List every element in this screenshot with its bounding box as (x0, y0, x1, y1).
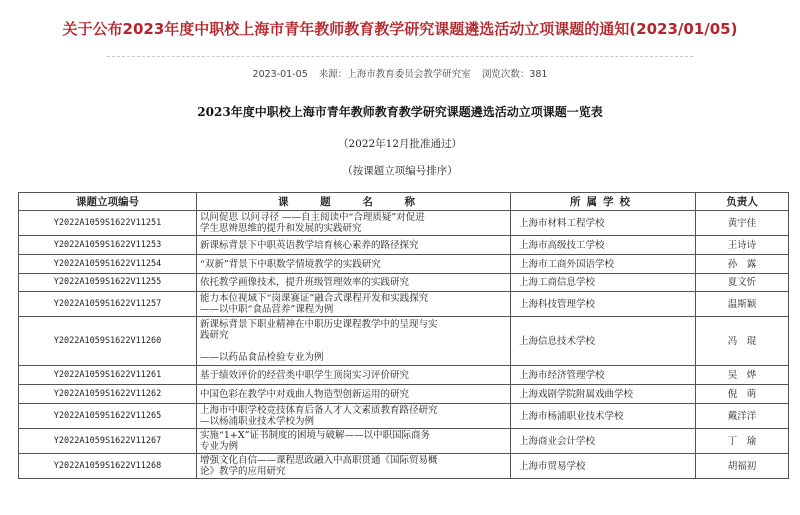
table-row (19, 255, 789, 274)
cell-topic (197, 429, 511, 454)
header-code: 课题立项编号 (19, 193, 197, 211)
topic-line: 专业为例 (200, 441, 239, 452)
cell-school: 上海市经济管理学校 (511, 366, 696, 385)
publish-date: 2023-01-05 (252, 69, 308, 80)
topic-line: 论》教学的应用研究 (200, 466, 286, 477)
approval-note: （2022年12月批准通过） (337, 138, 463, 150)
cell-code: Y2022A1059S1622V11255 (19, 274, 197, 292)
cell-lead: 戴洋洋 (696, 404, 789, 429)
cell-school: 上海市工商外国语学校 (511, 255, 696, 274)
cell-lead: 孙 露 (696, 255, 789, 274)
cell-code: Y2022A1059S1622V11261 (19, 366, 197, 385)
topic-line: 以问促思 以问寻径 ——自主阅读中“合理质疑”对促进 (200, 212, 425, 223)
topic-line: 能力本位视域下“岗课赛证”融合式课程开发和实践探究 (200, 293, 429, 304)
table-row (19, 274, 789, 292)
table-row (19, 366, 789, 385)
cell-lead: 丁 瑜 (696, 429, 789, 454)
cell-code: Y2022A1059S1622V11265 (19, 404, 197, 429)
table-row (19, 404, 789, 429)
cell-school: 上海信息技术学校 (511, 317, 696, 366)
cell-lead: 胡福初 (696, 454, 789, 479)
table-row (19, 292, 789, 317)
topic-line: ——以中职“食品营养”课程为例 (200, 304, 334, 315)
cell-code: Y2022A1059S1622V11251 (19, 211, 197, 236)
cell-code: Y2022A1059S1622V11268 (19, 454, 197, 479)
cell-lead: 王诗诗 (696, 236, 789, 255)
topic-line: 学生思辨思维的提升和发展的实践研究 (200, 223, 362, 234)
cell-lead: 吴 烨 (696, 366, 789, 385)
cell-school: 上海工商信息学校 (511, 274, 696, 292)
view-count: 浏览次数：381 (481, 69, 548, 80)
cell-code: Y2022A1059S1622V11253 (19, 236, 197, 255)
table-header-row (19, 193, 789, 211)
project-table (18, 192, 789, 479)
cell-lead: 倪 萌 (696, 385, 789, 404)
header-topic: 课 题 名 称 (197, 193, 511, 211)
topic-line: 实施“1+X”证书制度的困境与破解——以中职国际商务 (200, 430, 430, 441)
cell-topic (197, 404, 511, 429)
header-school: 所属学校 (511, 193, 696, 211)
article-meta (0, 66, 800, 80)
cell-topic (197, 385, 511, 404)
cell-school: 上海市高级技工学校 (511, 236, 696, 255)
table-row (19, 317, 789, 366)
topic-line: 新课标背景下中职英语教学培育核心素养的路径探究 (200, 239, 419, 251)
order-note: （按课题立项编号排序） (342, 165, 458, 177)
topic-line: 上海市中职学校竞技体育后备人才人文素质教育路径研究 (200, 405, 438, 416)
topic-line: 增强文化自信——课程思政融入中高职贯通《国际贸易概 (200, 455, 438, 466)
cell-school: 上海科技管理学校 (511, 292, 696, 317)
topic-line: 中国色彩在教学中对戏曲人物造型创新运用的研究 (200, 388, 410, 400)
cell-topic (197, 366, 511, 385)
source-label: 来源：上海市教育委员会教学研究室 (318, 69, 471, 80)
cell-code: Y2022A1059S1622V11257 (19, 292, 197, 317)
cell-school: 上海市材料工程学校 (511, 211, 696, 236)
cell-school: 上海商业会计学校 (511, 429, 696, 454)
cell-lead: 黄宇佳 (696, 211, 789, 236)
cell-topic (197, 274, 511, 292)
cell-code: Y2022A1059S1622V11267 (19, 429, 197, 454)
cell-topic (197, 255, 511, 274)
cell-topic (197, 236, 511, 255)
topic-line: 基于绩效评价的经营类中职学生顶岗实习评价研究 (200, 369, 410, 381)
table-body (19, 211, 789, 479)
cell-topic (197, 454, 511, 479)
topic-line: “双新”背景下中职数学情境教学的实践研究 (200, 258, 381, 270)
topic-line: 依托教学画像技术，提升班级管理效率的实践研究 (200, 277, 410, 288)
topic-line: ——以药品食品检验专业为例 (200, 352, 324, 363)
cell-topic (197, 292, 511, 317)
table-row (19, 236, 789, 255)
topic-line: —以杨浦职业技术学校为例 (200, 416, 315, 427)
page-headline: 关于公布2023年度中职校上海市青年教师教育教学研究课题遴选活动立项课题的通知(2023/01/05) (62, 20, 738, 38)
topic-line (200, 341, 507, 352)
cell-school: 上海戏剧学院附属戏曲学校 (511, 385, 696, 404)
table-row (19, 211, 789, 236)
cell-lead: 夏文忻 (696, 274, 789, 292)
topic-line: 新课标背景下职业精神在中职历史课程教学中的呈现与实 (200, 319, 438, 330)
cell-topic (197, 211, 511, 236)
table-row (19, 385, 789, 404)
cell-school: 上海市杨浦职业技术学校 (511, 404, 696, 429)
topic-line: 践研究 (200, 330, 229, 341)
table-row (19, 429, 789, 454)
cell-lead: 温斯颖 (696, 292, 789, 317)
cell-topic (197, 317, 511, 366)
cell-school: 上海市贸易学校 (511, 454, 696, 479)
cell-code: Y2022A1059S1622V11260 (19, 317, 197, 366)
cell-lead: 冯 琨 (696, 317, 789, 366)
table-row (19, 454, 789, 479)
cell-code: Y2022A1059S1622V11254 (19, 255, 197, 274)
document-title: 2023年度中职校上海市青年教师教育教学研究课题遴选活动立项课题一览表 (197, 105, 603, 119)
header-lead: 负责人 (696, 193, 789, 211)
cell-code: Y2022A1059S1622V11262 (19, 385, 197, 404)
header-divider (107, 56, 693, 57)
